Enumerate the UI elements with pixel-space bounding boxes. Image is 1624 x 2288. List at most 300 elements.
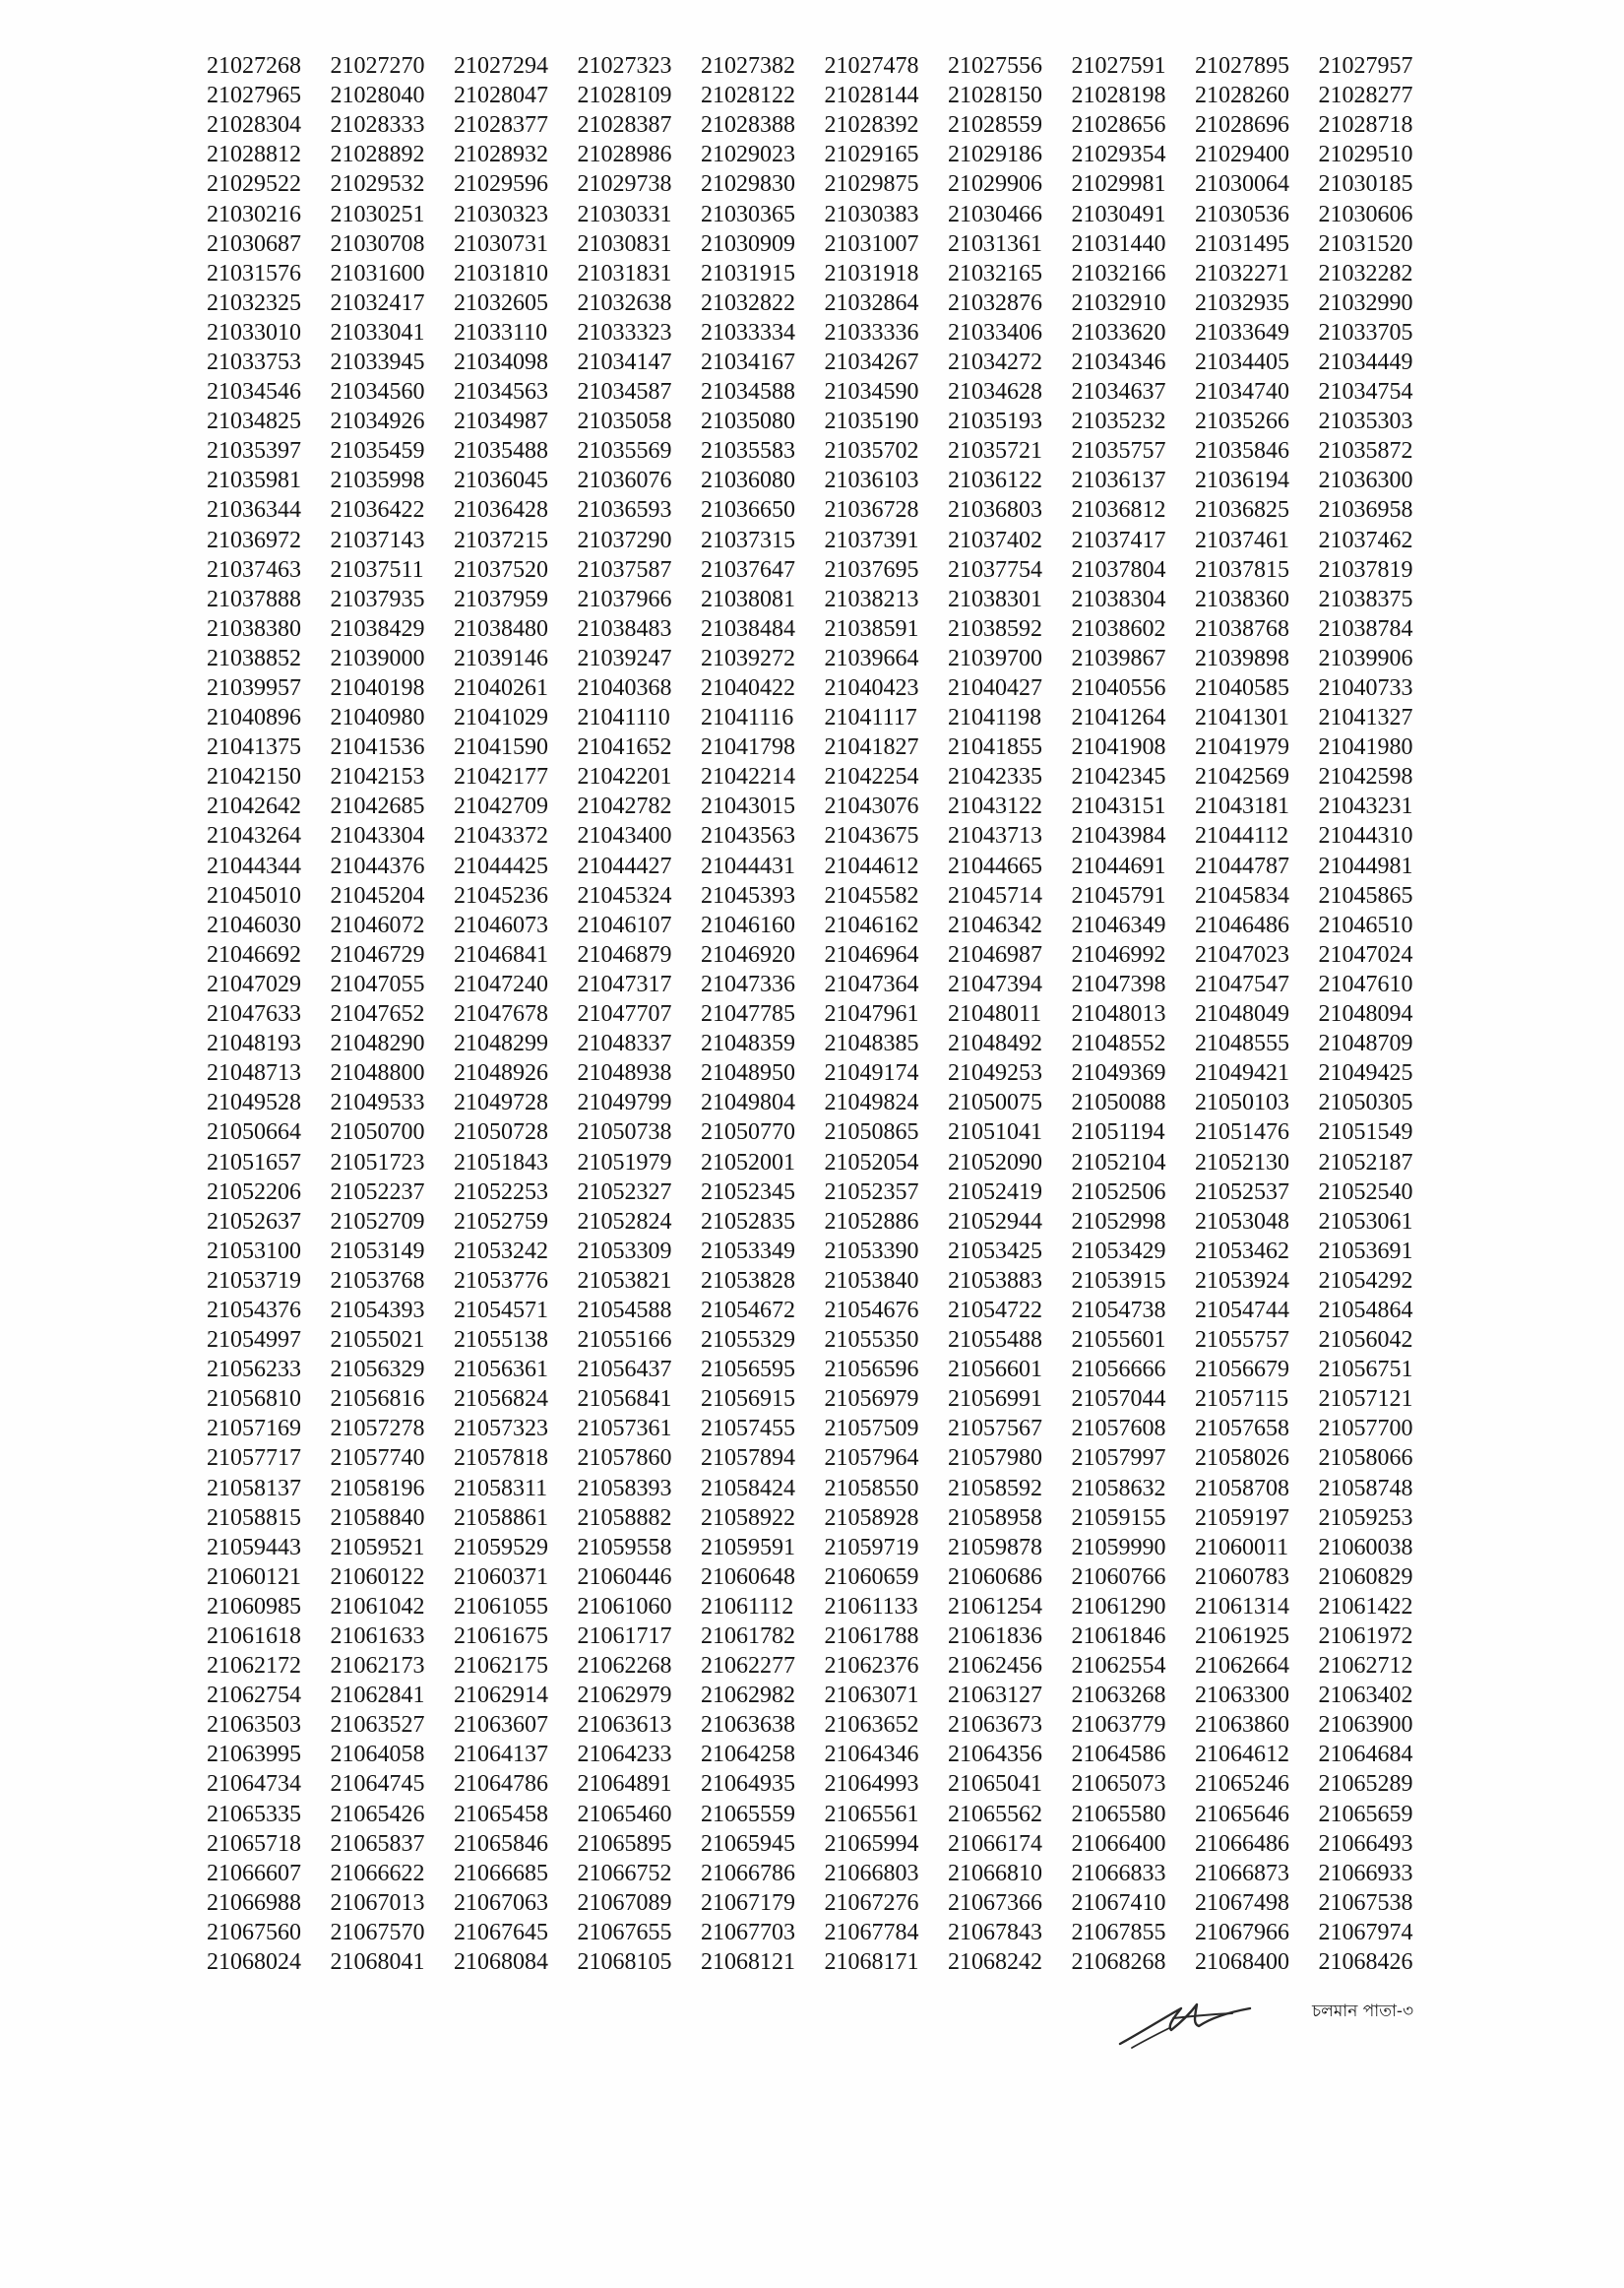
roll-number-cell: 21029510 — [1318, 142, 1413, 168]
roll-number-cell: 21033705 — [1318, 319, 1413, 346]
roll-number-cell: 21030606 — [1318, 201, 1413, 227]
roll-number-cell: 21053309 — [577, 1238, 672, 1264]
roll-number-cell: 21061112 — [701, 1593, 794, 1620]
roll-number-cell: 21062914 — [454, 1683, 548, 1709]
roll-number-cell: 21040422 — [701, 675, 795, 702]
roll-number-cell: 21065041 — [948, 1771, 1042, 1798]
roll-number-cell: 21034637 — [1071, 379, 1166, 406]
roll-number-cell: 21047610 — [1318, 971, 1413, 997]
signature-mark — [1112, 1989, 1260, 2058]
roll-number-cell: 21057509 — [824, 1416, 919, 1442]
roll-number-cell: 21060686 — [948, 1563, 1042, 1590]
roll-number-cell: 21063900 — [1318, 1712, 1413, 1739]
roll-number-cell: 21043015 — [701, 794, 795, 820]
roll-number-cell: 21061618 — [207, 1623, 301, 1650]
roll-number-cell: 21048950 — [701, 1060, 795, 1087]
roll-number-cell: 21067570 — [330, 1919, 425, 1945]
roll-number-cell: 21031520 — [1318, 230, 1413, 257]
roll-number-cell: 21042153 — [330, 764, 425, 791]
roll-number-cell: 21068426 — [1318, 1949, 1413, 1976]
roll-number-cell: 21032638 — [577, 289, 672, 316]
roll-number-cell: 21065580 — [1071, 1801, 1166, 1827]
roll-number-cell: 21044691 — [1071, 853, 1166, 879]
roll-number-cell: 21029522 — [207, 171, 301, 198]
roll-number-cell: 21053061 — [1318, 1208, 1413, 1235]
roll-number-cell: 21037215 — [454, 527, 548, 553]
roll-number-cell: 21038480 — [454, 615, 548, 642]
roll-number-cell: 21057980 — [948, 1445, 1042, 1472]
roll-number-cell: 21033620 — [1071, 319, 1166, 346]
table-row — [207, 1681, 1442, 1710]
roll-number-cell: 21042782 — [577, 794, 672, 820]
roll-number-cell: 21053390 — [824, 1238, 919, 1264]
roll-number-cell: 21063503 — [207, 1712, 301, 1739]
roll-number-cell: 21041979 — [1195, 734, 1289, 761]
roll-number-cell: 21049174 — [824, 1060, 919, 1087]
roll-number-cell: 21053828 — [701, 1267, 795, 1294]
roll-number-cell: 21039700 — [948, 645, 1042, 671]
roll-number-cell: 21037417 — [1071, 527, 1166, 553]
roll-number-cell: 21056751 — [1318, 1357, 1413, 1383]
roll-number-cell: 21049824 — [824, 1090, 919, 1116]
roll-number-cell: 21059253 — [1318, 1504, 1413, 1531]
table-row — [207, 1474, 1442, 1503]
roll-number-cell: 21050700 — [330, 1119, 425, 1146]
roll-number-cell: 21045865 — [1318, 882, 1413, 909]
roll-number-cell: 21059558 — [577, 1534, 672, 1560]
roll-number-cell: 21056329 — [330, 1357, 425, 1383]
roll-number-cell: 21046162 — [824, 912, 919, 938]
roll-number-cell: 21056810 — [207, 1386, 301, 1413]
roll-number-cell: 21035981 — [207, 468, 301, 494]
roll-number-cell: 21027382 — [701, 53, 795, 80]
roll-number-cell: 21052835 — [701, 1208, 795, 1235]
roll-number-cell: 21036812 — [1071, 497, 1166, 524]
roll-number-cell: 21027957 — [1318, 53, 1413, 80]
roll-number-cell: 21061060 — [577, 1593, 672, 1620]
roll-number-cell: 21052130 — [1195, 1149, 1289, 1176]
table-row — [207, 81, 1442, 110]
roll-number-cell: 21067410 — [1071, 1889, 1166, 1916]
roll-number-cell: 21037511 — [330, 556, 424, 583]
roll-number-cell: 21036045 — [454, 468, 548, 494]
table-row — [207, 1947, 1442, 1977]
roll-number-cell: 21037520 — [454, 556, 548, 583]
roll-number-cell: 21035080 — [701, 409, 795, 435]
roll-number-cell: 21055021 — [330, 1327, 425, 1354]
table-row — [207, 1562, 1442, 1592]
roll-number-cell: 21030383 — [824, 201, 919, 227]
roll-number-cell: 21031361 — [948, 230, 1042, 257]
roll-number-cell: 21044665 — [948, 853, 1042, 879]
roll-number-cell: 21039957 — [207, 675, 301, 702]
roll-number-cell: 21034754 — [1318, 379, 1413, 406]
roll-number-cell: 21045010 — [207, 882, 301, 909]
roll-number-cell: 21052253 — [454, 1178, 548, 1205]
roll-number-cell: 21054722 — [948, 1297, 1042, 1323]
roll-number-cell: 21058922 — [701, 1504, 795, 1531]
roll-number-cell: 21037695 — [824, 556, 919, 583]
roll-number-cell: 21034147 — [577, 349, 672, 375]
roll-number-cell: 21053840 — [824, 1267, 919, 1294]
roll-number-cell: 21030731 — [454, 230, 548, 257]
roll-number-cell: 21065335 — [207, 1801, 301, 1827]
roll-number-cell: 21040980 — [330, 705, 425, 731]
roll-number-cell: 21034590 — [824, 379, 919, 406]
roll-number-cell: 21048938 — [577, 1060, 672, 1087]
table-row — [207, 1355, 1442, 1384]
roll-number-cell: 21062376 — [824, 1653, 919, 1680]
roll-number-cell: 21046510 — [1318, 912, 1413, 938]
roll-number-cell: 21057044 — [1071, 1386, 1166, 1413]
roll-number-cell: 21036422 — [330, 497, 425, 524]
roll-number-cell: 21031007 — [824, 230, 919, 257]
roll-number-cell: 21066622 — [330, 1860, 425, 1886]
roll-number-cell: 21063613 — [577, 1712, 672, 1739]
roll-number-cell: 21065561 — [824, 1801, 919, 1827]
roll-number-cell: 21032271 — [1195, 260, 1289, 286]
roll-number-cell: 21032165 — [948, 260, 1042, 286]
roll-number-cell: 21039898 — [1195, 645, 1289, 671]
roll-number-cell: 21040556 — [1071, 675, 1166, 702]
roll-number-cell: 21059591 — [701, 1534, 795, 1560]
table-row — [207, 1414, 1442, 1443]
table-row — [207, 1740, 1442, 1769]
roll-number-cell: 21031915 — [701, 260, 795, 286]
roll-number-cell: 21036593 — [577, 497, 672, 524]
roll-number-cell: 21034346 — [1071, 349, 1166, 375]
roll-number-cell: 21047961 — [824, 1001, 919, 1028]
roll-number-cell: 21060122 — [330, 1563, 425, 1590]
roll-number-cell: 21040198 — [330, 675, 425, 702]
roll-number-cell: 21050770 — [701, 1119, 795, 1146]
roll-number-cell: 21067276 — [824, 1889, 919, 1916]
roll-number-cell: 21053242 — [454, 1238, 548, 1264]
roll-number-cell: 21064993 — [824, 1771, 919, 1798]
roll-number-cell: 21047024 — [1318, 941, 1413, 968]
roll-number-cell: 21057964 — [824, 1445, 919, 1472]
roll-number-cell: 21050103 — [1195, 1090, 1289, 1116]
roll-number-cell: 21052537 — [1195, 1178, 1289, 1205]
roll-number-cell: 21039664 — [824, 645, 919, 671]
roll-number-cell: 21038592 — [948, 615, 1042, 642]
roll-number-cell: 21032822 — [701, 289, 795, 316]
roll-number-cell: 21046072 — [330, 912, 425, 938]
roll-number-cell: 21044787 — [1195, 853, 1289, 879]
roll-number-cell: 21027323 — [577, 53, 672, 80]
roll-number-cell: 21058066 — [1318, 1445, 1413, 1472]
roll-number-cell: 21043231 — [1318, 794, 1413, 820]
roll-number-cell: 21029596 — [454, 171, 548, 198]
table-row — [207, 466, 1442, 495]
roll-number-cell: 21028392 — [824, 112, 919, 139]
roll-number-cell: 21050075 — [948, 1090, 1042, 1116]
roll-number-cell: 21052419 — [948, 1178, 1042, 1205]
roll-number-cell: 21041590 — [454, 734, 548, 761]
roll-number-cell: 21038360 — [1195, 586, 1289, 612]
roll-number-cell: 21059443 — [207, 1534, 301, 1560]
roll-number-cell: 21063860 — [1195, 1712, 1289, 1739]
roll-number-cell: 21066873 — [1195, 1860, 1289, 1886]
roll-number-cell: 21045834 — [1195, 882, 1289, 909]
roll-number-cell: 21056816 — [330, 1386, 425, 1413]
roll-number-cell: 21068084 — [454, 1949, 548, 1976]
roll-number-cell: 21031440 — [1071, 230, 1166, 257]
roll-number-cell: 21037966 — [577, 586, 672, 612]
table-row — [207, 377, 1442, 407]
roll-number-cell: 21046964 — [824, 941, 919, 968]
roll-number-cell: 21056841 — [577, 1386, 672, 1413]
roll-number-cell: 21043400 — [577, 823, 672, 850]
roll-number-cell: 21035488 — [454, 438, 548, 465]
roll-number-cell: 21063673 — [948, 1712, 1042, 1739]
roll-number-cell: 21033041 — [330, 319, 425, 346]
roll-number-cell: 21028040 — [330, 83, 425, 109]
roll-number-cell: 21052054 — [824, 1149, 919, 1176]
roll-number-cell: 21028047 — [454, 83, 548, 109]
roll-number-cell: 21065559 — [701, 1801, 795, 1827]
roll-number-cell: 21030216 — [207, 201, 301, 227]
roll-number-cell: 21058840 — [330, 1504, 425, 1531]
roll-number-cell: 21058748 — [1318, 1475, 1413, 1501]
roll-number-cell: 21055166 — [577, 1327, 672, 1354]
roll-number-cell: 21054393 — [330, 1297, 425, 1323]
roll-number-cell: 21065289 — [1318, 1771, 1413, 1798]
roll-number-cell: 21046920 — [701, 941, 795, 968]
roll-number-cell: 21028277 — [1318, 83, 1413, 109]
roll-number-cell: 21049369 — [1071, 1060, 1166, 1087]
roll-number-cell: 21030491 — [1071, 201, 1166, 227]
roll-number-cell: 21028812 — [207, 142, 301, 168]
roll-number-cell: 21067013 — [330, 1889, 425, 1916]
roll-number-cell: 21038483 — [577, 615, 672, 642]
roll-number-cell: 21048011 — [948, 1001, 1042, 1028]
roll-number-cell: 21034987 — [454, 409, 548, 435]
table-row — [207, 1503, 1442, 1533]
roll-number-cell: 21042709 — [454, 794, 548, 820]
roll-number-cell: 21033334 — [701, 319, 795, 346]
roll-number-cell: 21061782 — [701, 1623, 795, 1650]
table-row — [207, 1088, 1442, 1117]
roll-number-cell: 21044376 — [330, 853, 425, 879]
roll-number-cell: 21034740 — [1195, 379, 1289, 406]
table-row — [207, 762, 1442, 792]
roll-number-cell: 21029875 — [824, 171, 919, 198]
roll-number-cell: 21032910 — [1071, 289, 1166, 316]
roll-number-cell: 21056679 — [1195, 1357, 1289, 1383]
roll-number-cell: 21054676 — [824, 1297, 919, 1323]
roll-number-cell: 21063127 — [948, 1683, 1042, 1709]
roll-number-cell: 21065994 — [824, 1830, 919, 1857]
roll-number-cell: 21030536 — [1195, 201, 1289, 227]
roll-number-cell: 21049728 — [454, 1090, 548, 1116]
roll-number-cell: 21031918 — [824, 260, 919, 286]
roll-number-cell: 21058928 — [824, 1504, 919, 1531]
roll-number-cell: 21060648 — [701, 1563, 795, 1590]
roll-number-cell: 21049425 — [1318, 1060, 1413, 1087]
roll-number-cell: 21057455 — [701, 1416, 795, 1442]
roll-number-cell: 21035757 — [1071, 438, 1166, 465]
roll-number-cell: 21037587 — [577, 556, 672, 583]
roll-number-cell: 21050865 — [824, 1119, 919, 1146]
roll-number-cell: 21057361 — [577, 1416, 672, 1442]
roll-number-cell: 21041301 — [1195, 705, 1289, 731]
roll-number-cell: 21057278 — [330, 1416, 425, 1442]
roll-number-cell: 21030251 — [330, 201, 425, 227]
roll-number-cell: 21058026 — [1195, 1445, 1289, 1472]
roll-number-cell: 21028150 — [948, 83, 1042, 109]
roll-number-cell: 21037959 — [454, 586, 548, 612]
roll-number-cell: 21041798 — [701, 734, 795, 761]
roll-number-cell: 21042598 — [1318, 764, 1413, 791]
roll-number-cell: 21046160 — [701, 912, 795, 938]
roll-number-cell: 21063527 — [330, 1712, 425, 1739]
roll-number-cell: 21058137 — [207, 1475, 301, 1501]
roll-number-cell: 21029906 — [948, 171, 1042, 198]
roll-number-cell: 21063652 — [824, 1712, 919, 1739]
roll-number-cell: 21061314 — [1195, 1593, 1289, 1620]
table-row — [207, 229, 1442, 259]
roll-number-cell: 21048492 — [948, 1031, 1042, 1057]
roll-number-cell: 21031495 — [1195, 230, 1289, 257]
table-row — [207, 1177, 1442, 1207]
roll-number-cell: 21055488 — [948, 1327, 1042, 1354]
roll-number-cell: 21046107 — [577, 912, 672, 938]
roll-number-cell: 21041827 — [824, 734, 919, 761]
roll-number-cell: 21067703 — [701, 1919, 795, 1945]
roll-number-cell: 21030466 — [948, 201, 1042, 227]
roll-number-cell: 21034560 — [330, 379, 425, 406]
table-row — [207, 1769, 1442, 1799]
roll-number-cell: 21060766 — [1071, 1563, 1166, 1590]
roll-number-cell: 21058311 — [454, 1475, 548, 1501]
roll-number-cell: 21064786 — [454, 1771, 548, 1798]
roll-number-cell: 21051657 — [207, 1149, 301, 1176]
table-row — [207, 1621, 1442, 1651]
roll-number-cell: 21059529 — [454, 1534, 548, 1560]
roll-number-cell: 21061836 — [948, 1623, 1042, 1650]
roll-number-cell: 21056233 — [207, 1357, 301, 1383]
roll-number-cell: 21051041 — [948, 1119, 1042, 1146]
roll-number-cell: 21032417 — [330, 289, 425, 316]
roll-number-cell: 21060371 — [454, 1563, 548, 1590]
roll-number-cell: 21033336 — [824, 319, 919, 346]
roll-number-cell: 21037143 — [330, 527, 425, 553]
roll-number-cell: 21037402 — [948, 527, 1042, 553]
roll-number-cell: 21051843 — [454, 1149, 548, 1176]
roll-number-cell: 21059197 — [1195, 1504, 1289, 1531]
roll-number-cell: 21063268 — [1071, 1683, 1166, 1709]
roll-number-cell: 21058861 — [454, 1504, 548, 1531]
roll-number-cell: 21061254 — [948, 1593, 1042, 1620]
roll-number-cell: 21036137 — [1071, 468, 1166, 494]
roll-number-cell: 21047633 — [207, 1001, 301, 1028]
roll-number-cell: 21042335 — [948, 764, 1042, 791]
roll-number-cell: 21060829 — [1318, 1563, 1413, 1590]
roll-number-cell: 21030831 — [577, 230, 672, 257]
roll-number-cell: 21056666 — [1071, 1357, 1166, 1383]
roll-number-cell: 21065460 — [577, 1801, 672, 1827]
roll-number-cell: 21035232 — [1071, 409, 1166, 435]
roll-number-cell: 21034563 — [454, 379, 548, 406]
roll-number-cell: 21039906 — [1318, 645, 1413, 671]
roll-number-cell: 21062268 — [577, 1653, 672, 1680]
table-row — [207, 110, 1442, 140]
roll-number-cell: 21044425 — [454, 853, 548, 879]
roll-number-cell: 21032864 — [824, 289, 919, 316]
table-row — [207, 732, 1442, 762]
roll-number-cell: 21044112 — [1195, 823, 1289, 850]
roll-number-cell: 21029400 — [1195, 142, 1289, 168]
roll-number-cell: 21049253 — [948, 1060, 1042, 1087]
roll-number-cell: 21039272 — [701, 645, 795, 671]
roll-number-cell: 21052104 — [1071, 1149, 1166, 1176]
roll-number-cell: 21032876 — [948, 289, 1042, 316]
roll-number-cell: 21053100 — [207, 1238, 301, 1264]
roll-number-cell: 21053429 — [1071, 1238, 1166, 1264]
roll-number-cell: 21059990 — [1071, 1534, 1166, 1560]
roll-number-cell: 21034167 — [701, 349, 795, 375]
roll-number-cell: 21064891 — [577, 1771, 672, 1798]
table-row — [207, 140, 1442, 169]
roll-number-cell: 21046692 — [207, 941, 301, 968]
table-row — [207, 1296, 1442, 1325]
roll-number-cell: 21054864 — [1318, 1297, 1413, 1323]
table-row — [207, 1117, 1442, 1147]
roll-number-cell: 21057997 — [1071, 1445, 1166, 1472]
roll-number-cell: 21065246 — [1195, 1771, 1289, 1798]
table-row — [207, 940, 1442, 970]
roll-number-cell: 21061717 — [577, 1623, 672, 1650]
roll-number-cell: 21042214 — [701, 764, 795, 791]
roll-number-cell: 21046729 — [330, 941, 425, 968]
roll-number-cell: 21044427 — [577, 853, 672, 879]
roll-number-cell: 21041117 — [824, 705, 917, 731]
roll-number-cell: 21036194 — [1195, 468, 1289, 494]
roll-number-cell: 21037754 — [948, 556, 1042, 583]
roll-number-cell: 21041375 — [207, 734, 301, 761]
roll-number-cell: 21029165 — [824, 142, 919, 168]
table-row — [207, 436, 1442, 466]
roll-number-cell: 21036958 — [1318, 497, 1413, 524]
roll-number-cell: 21061925 — [1195, 1623, 1289, 1650]
table-row — [207, 555, 1442, 585]
roll-number-cell: 21033945 — [330, 349, 425, 375]
roll-number-cell: 21062664 — [1195, 1653, 1289, 1680]
roll-number-cell: 21061633 — [330, 1623, 425, 1650]
roll-number-cell: 21038852 — [207, 645, 301, 671]
roll-number-cell: 21057115 — [1195, 1386, 1289, 1413]
roll-number-cell: 21042642 — [207, 794, 301, 820]
roll-number-cell: 21057740 — [330, 1445, 425, 1472]
roll-number-cell: 21038484 — [701, 615, 795, 642]
roll-number-cell: 21062841 — [330, 1683, 425, 1709]
roll-number-cell: 21042569 — [1195, 764, 1289, 791]
roll-number-cell: 21053349 — [701, 1238, 795, 1264]
roll-number-cell: 21051549 — [1318, 1119, 1413, 1146]
roll-number-cell: 21031600 — [330, 260, 425, 286]
roll-number-cell: 21028986 — [577, 142, 672, 168]
roll-number-cell: 21064137 — [454, 1742, 548, 1768]
roll-number-cell: 21029738 — [577, 171, 672, 198]
roll-number-cell: 21027294 — [454, 53, 548, 80]
table-row — [207, 614, 1442, 644]
roll-number-cell: 21047023 — [1195, 941, 1289, 968]
roll-number-cell: 21027478 — [824, 53, 919, 80]
roll-number-cell: 21067645 — [454, 1919, 548, 1945]
roll-number-cell: 21065895 — [577, 1830, 672, 1857]
roll-number-cell: 21034628 — [948, 379, 1042, 406]
